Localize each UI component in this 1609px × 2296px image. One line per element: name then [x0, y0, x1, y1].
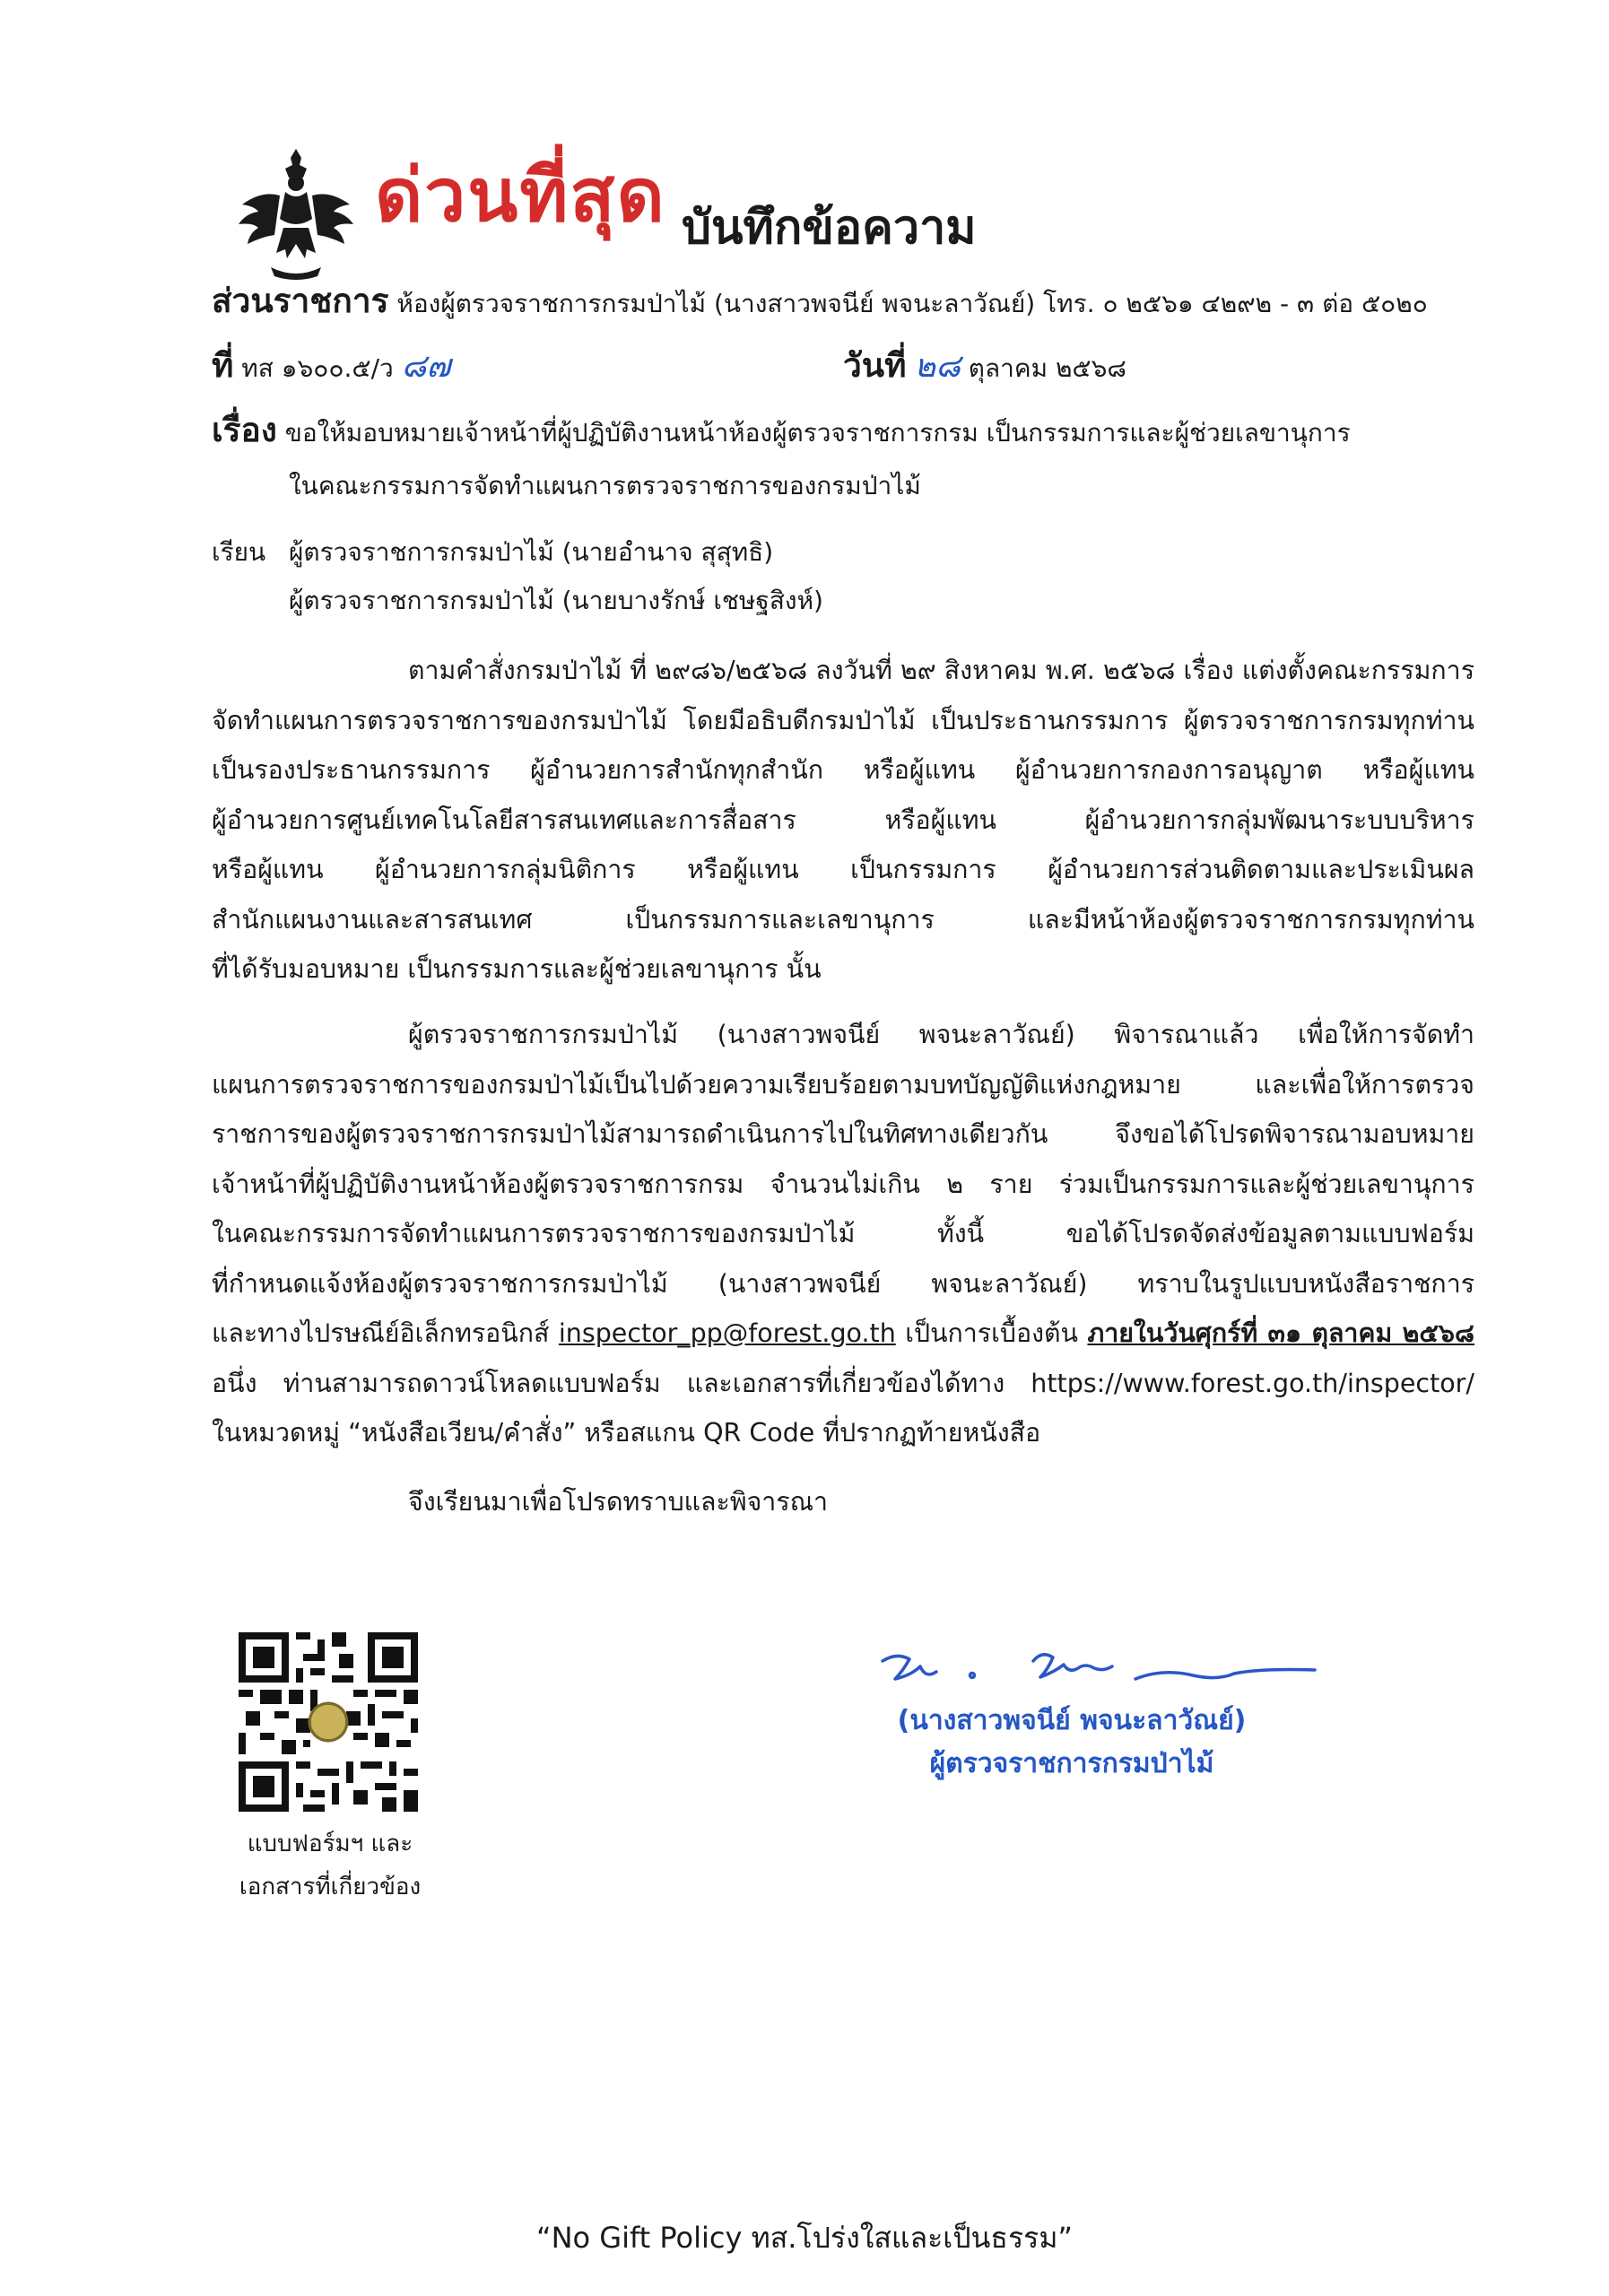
email-suffix-text: เป็นการเบื้องต้น: [905, 1318, 1078, 1348]
recipient-label: เรียน: [212, 537, 266, 567]
qr-caption: [215, 1822, 445, 1909]
document-title: บันทึกข้อความ: [682, 201, 977, 255]
paragraph-2: [212, 1010, 1474, 1458]
qr-caption-line-2: เอกสารที่เกี่ยวข้อง: [239, 1874, 422, 1900]
subject-line-1: ขอให้มอบหมายเจ้าหน้าที่ผู้ปฏิบัติงานหน้าห้องผู้ตรวจราชการกรม เป็นกรรมการและผู้ช่วยเลขานุการ: [284, 418, 1351, 448]
paragraph-line: สำนักแผนงานและสารสนเทศ เป็นกรรมการและเลขานุการ และมีหน้าห้องผู้ตรวจราชการกรมทุกท่าน: [212, 904, 1474, 935]
recipient-line-1: ผู้ตรวจราชการกรมป่าไม้ (นายอำนาจ สุสุทธิ): [289, 537, 774, 567]
signatory-position: ผู้ตรวจราชการกรมป่าไม้: [929, 1748, 1214, 1779]
agency-label: ส่วนราชการ: [212, 282, 389, 320]
paragraph-line: ราชการของผู้ตรวจราชการกรมป่าไม้สามารถดำเนินการไปในทิศทางเดียวกัน จึงขอได้โปรดพิจารณามอบหมาย: [212, 1119, 1474, 1149]
paragraph-line: ผู้อำนวยการศูนย์เทคโนโลยีสารสนเทศและการสื่อสาร หรือผู้แทน ผู้อำนวยการกลุ่มพัฒนาระบบบริหาร: [212, 804, 1474, 835]
paragraph-1: [212, 646, 1474, 995]
deadline-text: ภายในวันศุกร์ที่ ๓๑ ตุลาคม ๒๕๖๘: [1087, 1318, 1475, 1348]
agency-value: ห้องผู้ตรวจราชการกรมป่าไม้ (นางสาวพจนีย์ พจนะลาวัณย์) โทร. ๐ ๒๕๖๑ ๔๒๙๒ - ๓ ต่อ ๕๐๒๐: [396, 289, 1428, 318]
signatory-name: (นางสาวพจนีย์ พจนะลาวัณย์): [897, 1705, 1247, 1736]
paragraph-line: เป็นรองประธานกรรมการ ผู้อำนวยการสำนักทุกสำนัก หรือผู้แทน ผู้อำนวยการกองการอนุญาต หรือผู้แทน: [212, 755, 1474, 785]
subject-row: [212, 413, 1351, 451]
paragraph-line: เจ้าหน้าที่ผู้ปฏิบัติงานหน้าห้องผู้ตรวจราชการกรม จำนวนไม่เกิน ๒ ราย ร่วมเป็นกรรมการและผู้ช่วยเลขานุการ: [212, 1169, 1474, 1199]
date-day: ๒๘: [914, 348, 961, 385]
download-line: อนึ่ง ท่านสามารถดาวน์โหลดแบบฟอร์ม และเอกสารที่เกี่ยวข้องได้ทาง https://www.forest.go.th/inspector/: [212, 1368, 1474, 1398]
paragraph-line: [212, 1309, 1474, 1359]
qr-caption-line-1: แบบฟอร์มฯ และ: [247, 1831, 413, 1857]
handwritten-signature: [875, 1641, 1324, 1704]
reference-label: ที่: [212, 346, 234, 385]
recipient-line-2: ผู้ตรวจราชการกรมป่าไม้ (นายบางรักษ์ เชษฐสิงห์): [289, 586, 823, 615]
paragraph-line: ตามคำสั่งกรมป่าไม้ ที่ ๒๙๘๖/๒๕๖๘ ลงวันที่ ๒๙ สิงหาคม พ.ศ. ๒๕๖๘ เรื่อง แต่งตั้งคณะกรรมการ: [408, 656, 1474, 685]
urgency-stamp: ด่วนที่สุด: [375, 153, 666, 239]
paragraph-line: ผู้ตรวจราชการกรมป่าไม้ (นางสาวพจนีย์ พจนะลาวัณย์) พิจารณาแล้ว เพื่อให้การจัดทำ: [408, 1020, 1474, 1049]
garuda-emblem-icon: [235, 142, 357, 285]
signatory-block: [834, 1700, 1309, 1786]
paragraph-line: ที่กำหนดแจ้งห้องผู้ตรวจราชการกรมป่าไม้ (นางสาวพจนีย์ พจนะลาวัณย์) ทราบในรูปแบบหนังสือราชการ: [212, 1268, 1474, 1299]
paragraph-line: จัดทำแผนการตรวจราชการของกรมป่าไม้ โดยมีอธิบดีกรมป่าไม้ เป็นประธานกรรมการ ผู้ตรวจราชการกรมทุกท่าน: [212, 705, 1474, 735]
reference-number: ๘๗: [401, 348, 451, 385]
email-prefix-text: และทางไปรษณีย์อิเล็กทรอนิกส์: [212, 1318, 550, 1348]
subject-line-2: ในคณะกรรมการจัดทำแผนการตรวจราชการของกรมป่าไม้: [289, 471, 921, 500]
email-link[interactable]: inspector_pp@forest.go.th: [558, 1318, 896, 1348]
subject-label: เรื่อง: [212, 411, 277, 449]
paragraph-line: หรือผู้แทน ผู้อำนวยการกลุ่มนิติการ หรือผู้แทน เป็นกรรมการ ผู้อำนวยการส่วนติดตามและประเมินผล: [212, 855, 1474, 884]
paragraph-line: ในคณะกรรมการจัดทำแผนการตรวจราชการของกรมป่าไม้ ทั้งนี้ ขอได้โปรดจัดส่งข้อมูลตามแบบฟอร์ม: [212, 1219, 1474, 1248]
date-label: วันที่: [843, 346, 907, 385]
agency-row: [212, 283, 1428, 322]
reference-prefix: ทส ๑๖๐๐.๕/ว: [241, 353, 394, 383]
paragraph-line: แผนการตรวจราชการของกรมป่าไม้เป็นไปด้วยความเรียบร้อยตามบทบัญญัติแห่งกฎหมาย และเพื่อให้การตรวจ: [212, 1069, 1474, 1100]
category-line: ในหมวดหมู่ “หนังสือเวียน/คำสั่ง” หรือสแกน QR Code ที่ปรากฏท้ายหนังสือ: [212, 1418, 1041, 1448]
no-gift-policy-footer: “No Gift Policy ทส.โปร่งใสและเป็นธรรม”: [536, 2221, 1073, 2255]
qr-code-icon[interactable]: [239, 1632, 418, 1812]
closing-text: จึงเรียนมาเพื่อโปรดทราบและพิจารณา: [408, 1487, 829, 1517]
reference-row: [212, 348, 450, 387]
date-row: [843, 348, 1126, 387]
date-month-year: ตุลาคม ๒๕๖๘: [968, 353, 1126, 383]
paragraph-line: ที่ได้รับมอบหมาย เป็นกรรมการและผู้ช่วยเลขานุการ นั้น: [212, 954, 822, 984]
